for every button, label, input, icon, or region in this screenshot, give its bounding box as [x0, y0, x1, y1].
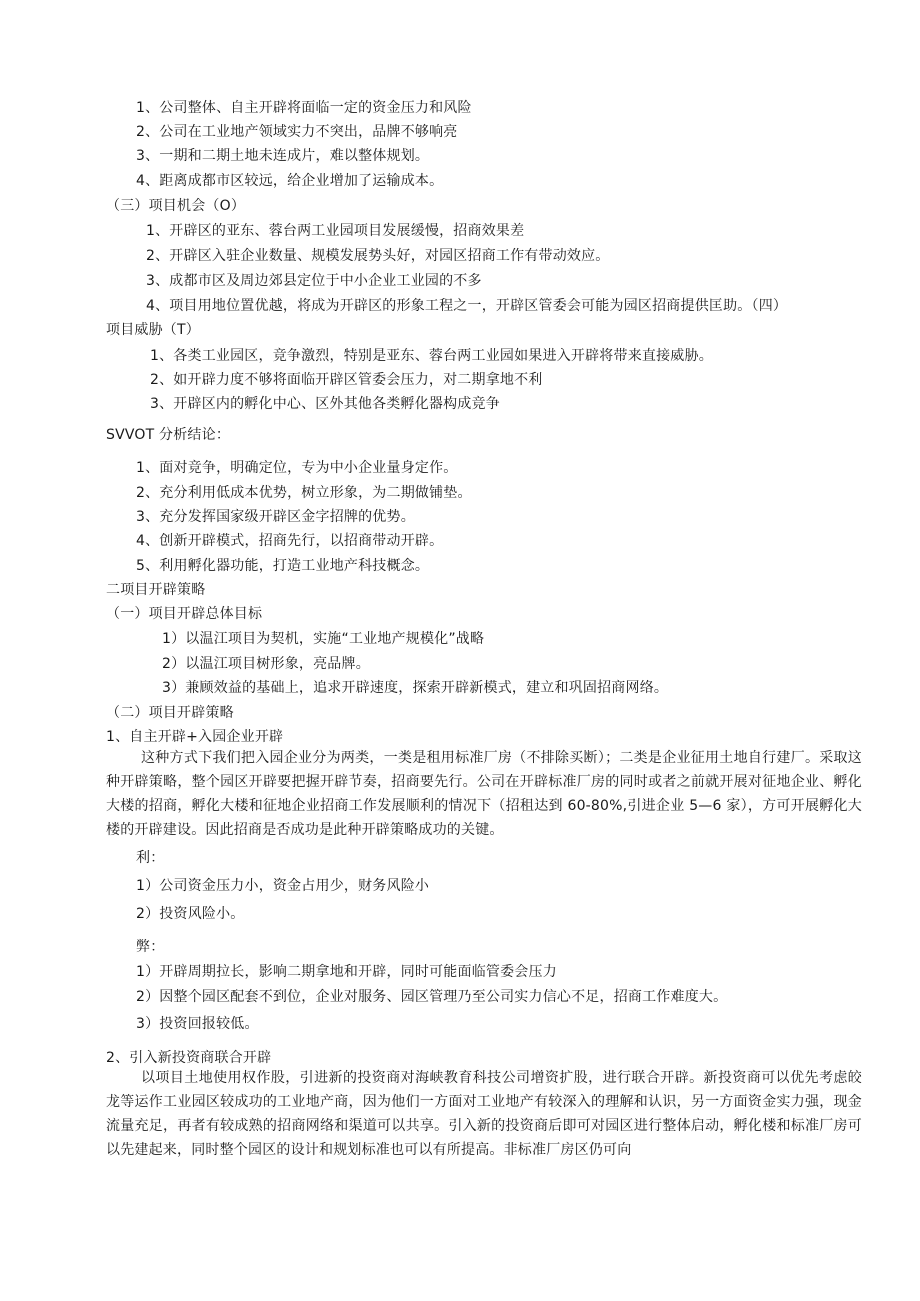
weakness-item: 3、一期和二期土地未连成片，难以整体规划。: [136, 148, 430, 164]
cons-item: 1）开辟周期拉长，影响二期拿地和开辟，同时可能面临管委会压力: [136, 964, 557, 980]
opportunity-item: 3、成都市区及周边郊县定位于中小企业工业园的不多: [146, 273, 482, 289]
opportunity-item: 1、开辟区的亚东、蓉台两工业园项目发展缓慢，招商效果差: [146, 223, 525, 239]
swot-item: 2、充分利用低成本优势，树立形象，为二期做铺垫。: [136, 485, 472, 501]
weakness-item: 4、距离成都市区较远，给企业增加了运输成本。: [136, 173, 444, 189]
option1-paragraph: 这种方式下我们把入园企业分为两类，一类是租用标准厂房（不排除买断）；二类是企业征用土地自行建厂。采取这种开辟策略，整个园区开辟要把握开辟节奏，招商要先行。公司在开辟标准厂房的同时或者之前就开展对征地企业、孵化大楼的招商，孵化大楼和征地企业招商工作发展顺利的情况下（招租达到 60-80%,引进企业 5—6 家），方可开展孵化大楼的开辟建设。因此招商是否成功是此种开辟策略成功的关键。: [106, 750, 862, 838]
cons-label: 弊：: [136, 939, 165, 955]
pros-item: 2）投资风险小。: [136, 906, 245, 922]
strategy-heading: 二项目开辟策略: [106, 582, 206, 598]
swot-item: 5、利用孵化器功能，打造工业地产科技概念。: [136, 558, 430, 574]
pros-label: 利：: [136, 850, 165, 866]
pros-item: 1）公司资金压力小，资金占用少，财务风险小: [136, 878, 430, 894]
option1-heading: 1、自主开辟+入园企业开辟: [106, 729, 284, 745]
weakness-item: 2、公司在工业地产领域实力不突出，品牌不够响亮: [136, 124, 458, 140]
opportunity-item: 4、项目用地位置优越，将成为开辟区的形象工程之一，开辟区管委会可能为园区招商提供匡助。（四）: [146, 298, 788, 314]
threats-heading: 项目威胁（T）: [106, 322, 200, 338]
swot-item: 1、面对竞争，明确定位，专为中小企业量身定作。: [136, 460, 458, 476]
opportunity-item: 2、开辟区入驻企业数量、规模发展势头好，对园区招商工作有带动效应。: [146, 248, 610, 264]
cons-item: 3）投资回报较低。: [136, 1016, 259, 1032]
weakness-item: 1、公司整体、自主开辟将面临一定的资金压力和风险: [136, 100, 472, 116]
opportunities-heading: （三）项目机会（O）: [106, 198, 246, 214]
cons-item: 2）因整个园区配套不到位，企业对服务、园区管理乃至公司实力信心不足，招商工作难度大。: [136, 989, 728, 1005]
swot-item: 4、创新开辟模式，招商先行，以招商带动开辟。: [136, 533, 444, 549]
threat-item: 1、各类工业园区，竞争激烈，特别是亚东、蓉台两工业园如果进入开辟将带来直接威胁。: [150, 348, 713, 364]
swot-heading: SVVOT 分析结论：: [106, 427, 231, 443]
goal-item: 2）以温江项目树形象，亮品牌。: [162, 656, 370, 672]
policy-heading: （二）项目开辟策略: [106, 705, 234, 721]
option2-paragraph: 以项目土地使用权作股，引进新的投资商对海峡教育科技公司增资扩股，进行联合开辟。新投资商可以优先考虑皎龙等运作工业园区较成功的工业地产商，因为他们一方面对工业地产有较深入的理解和认识，另一方面资金实力强，现金流量充足，再者有较成熟的招商网络和渠道可以共享。引入新的投资商后即可对园区进行整体启动，孵化楼和标准厂房可以先建起来，同时整个园区的设计和规划标准也可以有所提高。非标准厂房区仍可向: [106, 1070, 862, 1158]
swot-item: 3、充分发挥国家级开辟区金字招牌的优势。: [136, 509, 415, 525]
threat-item: 3、开辟区内的孵化中心、区外其他各类孵化器构成竞争: [150, 396, 500, 412]
goal-item: 3）兼顾效益的基础上，追求开辟速度，探索开辟新模式，建立和巩固招商网络。: [162, 680, 669, 696]
threat-item: 2、如开辟力度不够将面临开辟区管委会压力，对二期拿地不利: [150, 372, 543, 388]
option2-heading: 2、引入新投资商联合开辟: [106, 1050, 272, 1066]
goal-heading: （一）项目开辟总体目标: [106, 606, 263, 622]
goal-item: 1）以温江项目为契机，实施“工业地产规模化”战略: [162, 631, 485, 647]
